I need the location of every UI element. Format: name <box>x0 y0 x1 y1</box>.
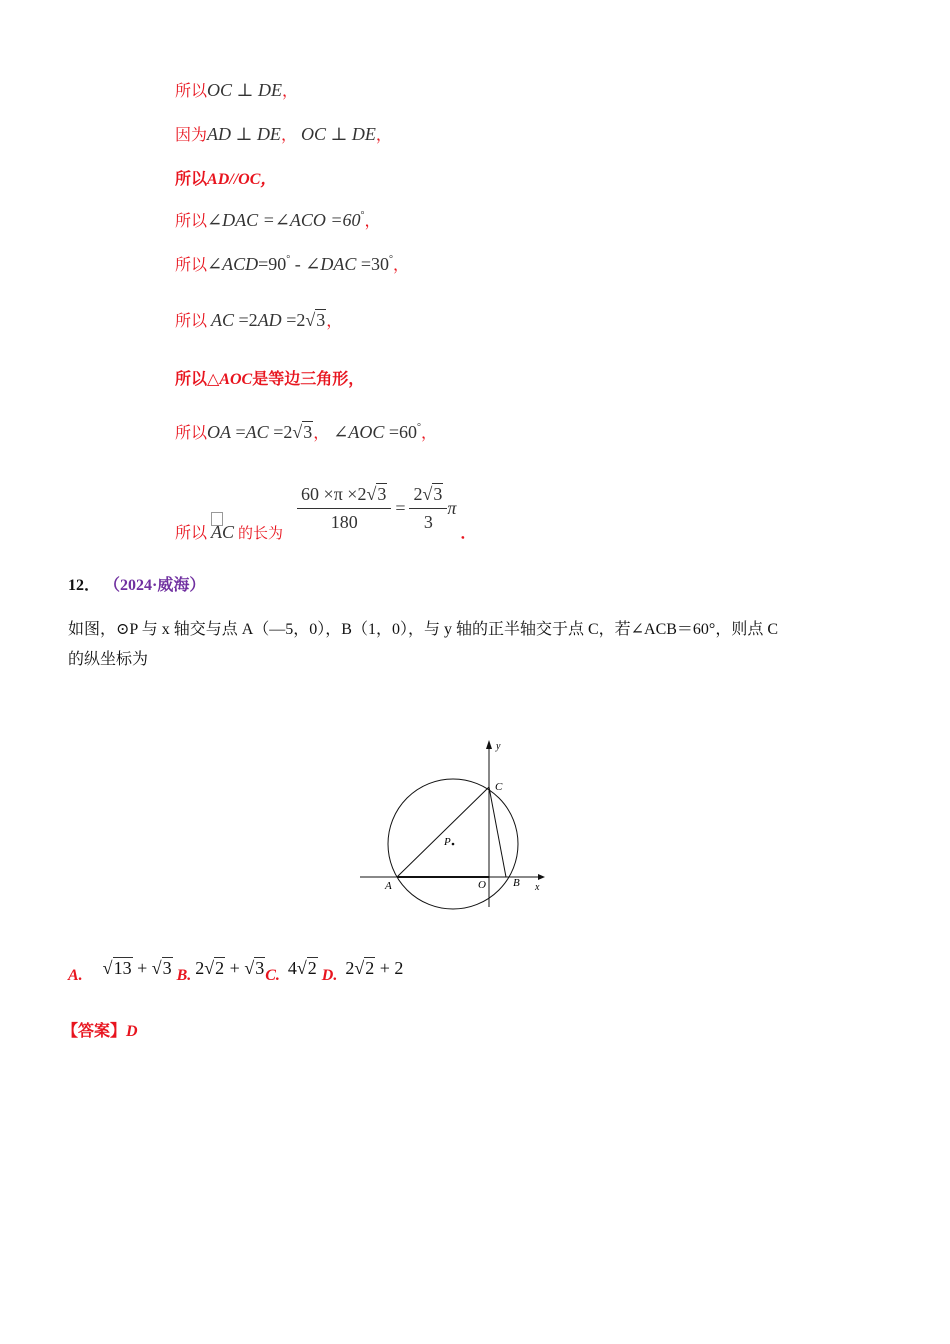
arc-label <box>211 522 234 543</box>
math-expr: AC <box>211 310 235 330</box>
line-prefix: 所以 <box>175 213 208 230</box>
coefficient: 4 <box>287 958 297 978</box>
math-expr: =2 <box>268 422 293 442</box>
x-axis-arrow-icon <box>538 874 545 880</box>
degree-sign: ° <box>389 254 394 265</box>
solution-line-7 <box>175 366 364 389</box>
option-d-expr <box>345 958 403 978</box>
answer-value: D <box>126 1023 138 1040</box>
line-punct: ， <box>421 425 438 442</box>
option-c-expr <box>288 958 318 978</box>
label-x: x <box>535 882 540 893</box>
line-prefix: 所以 <box>175 83 208 100</box>
radicand: 3 <box>162 958 172 978</box>
sqrt-expr: √3 <box>292 422 313 442</box>
line-punct: ， <box>364 213 381 230</box>
solution-line-2 <box>175 122 392 145</box>
option-d-letter: D. <box>321 967 338 984</box>
sqrt-expr: √3 <box>151 958 172 978</box>
minus-sign: - <box>290 254 306 274</box>
sqrt-expr: √3 <box>366 484 387 504</box>
label-c: C <box>495 781 503 793</box>
radicand: 13 <box>113 958 132 978</box>
plus-sign: + <box>379 958 390 978</box>
math-expr: OC ⊥ DE <box>300 124 376 144</box>
equals-sign: = <box>395 498 406 518</box>
label-a: A <box>385 880 392 892</box>
question-header <box>68 572 205 595</box>
coefficient: 2 <box>195 958 205 978</box>
math-expr: = <box>231 422 246 442</box>
sqrt-expr: √13 <box>102 958 132 978</box>
solution-line-5 <box>175 252 409 275</box>
math-expr: OA <box>207 422 232 442</box>
radicand: 3 <box>316 310 326 330</box>
label-p: P <box>444 836 451 848</box>
radicand: 3 <box>433 484 443 504</box>
triangle-name: AOC <box>219 371 253 388</box>
segment-cb <box>489 787 506 877</box>
line-prefix: 所以 <box>175 425 208 442</box>
math-expr: =60 <box>384 422 417 442</box>
math-expr: =90 <box>258 254 287 274</box>
line-punct: ， <box>280 127 297 144</box>
line-punct: ， <box>393 257 410 274</box>
math-expr: AC <box>245 422 269 442</box>
radicand: 2 <box>215 958 225 978</box>
sqrt-expr: √3 <box>422 484 443 504</box>
line-bold-text: AD//OC， <box>207 171 277 188</box>
line-text: 的长为 <box>238 526 284 543</box>
option-b-letter: B. <box>176 967 192 984</box>
math-expr: =2 <box>281 310 306 330</box>
question-number: 12 <box>68 577 84 594</box>
sqrt-expr: √2 <box>354 958 375 978</box>
math-expr: ∠DAC <box>305 254 357 274</box>
degree-sign: ° <box>417 422 421 433</box>
numerator-text: 60 ×π ×2 <box>301 484 367 504</box>
plus-sign: + <box>229 958 240 978</box>
line-prefix: 所以 <box>175 257 208 274</box>
fraction-numerator <box>409 484 447 509</box>
line-prefix: 因为 <box>175 127 208 144</box>
line-punct: ， <box>375 127 392 144</box>
segment-ac <box>397 787 489 877</box>
solution-line-9 <box>175 484 476 543</box>
plus-sign: + <box>137 958 148 978</box>
solution-line-1 <box>175 78 298 101</box>
option-d-number: 2 <box>394 958 404 978</box>
option-b-expr <box>195 958 265 978</box>
solution-line-3 <box>175 166 276 189</box>
line-punct: ， <box>313 425 330 442</box>
question-source: （2024·威海） <box>104 577 206 594</box>
math-expr: AD ⊥ DE <box>207 124 281 144</box>
answer-label: 【答案】 <box>62 1023 127 1040</box>
solution-line-4 <box>175 208 381 231</box>
label-b: B <box>513 877 520 889</box>
sqrt-expr: √2 <box>204 958 225 978</box>
math-expr: =2 <box>234 310 258 330</box>
arc-name: AC <box>211 522 235 543</box>
options-row <box>68 958 403 985</box>
radicand: 2 <box>365 958 375 978</box>
solution-line-6 <box>175 308 342 331</box>
center-point <box>452 843 455 846</box>
line-punct: ， <box>326 313 343 330</box>
line-prefix: 所以△ <box>175 371 220 388</box>
sqrt-expr: √3 <box>244 958 265 978</box>
sqrt-expr: √2 <box>296 958 317 978</box>
radicand: 3 <box>255 958 265 978</box>
option-a-expr <box>103 958 173 978</box>
answer-line <box>62 1018 138 1041</box>
pi-symbol: π <box>447 498 457 518</box>
geometry-figure <box>355 735 555 915</box>
line-prefix: 所以 <box>175 525 208 543</box>
solution-line-8 <box>175 420 437 443</box>
fraction-denominator: 3 <box>423 512 433 532</box>
math-expr: ∠AOC <box>333 422 385 442</box>
line-punct: ． <box>460 525 477 543</box>
line-prefix: 所以 <box>175 313 208 330</box>
math-expr: OC ⊥ DE <box>207 80 282 100</box>
line-text: 是等边三角形， <box>252 371 365 388</box>
option-a-letter: A. <box>68 967 83 984</box>
question-dot: ． <box>84 577 101 594</box>
line-punct: ， <box>281 83 298 100</box>
coefficient: 2 <box>345 958 355 978</box>
sqrt-expr: √3 <box>305 310 326 330</box>
fraction-arc-length <box>297 484 391 533</box>
degree-sign: ° <box>360 210 365 221</box>
option-c-letter: C. <box>265 967 280 984</box>
math-expr: ∠ACD <box>207 254 259 274</box>
fraction-numerator <box>297 484 391 509</box>
label-y: y <box>496 741 501 752</box>
question-text-line-2: 的纵坐标为 <box>68 651 149 668</box>
numerator-text: 2 <box>413 484 423 504</box>
label-o: O <box>478 879 486 891</box>
radicand: 3 <box>377 484 387 504</box>
fraction-denominator: 180 <box>330 512 358 532</box>
line-prefix: 所以 <box>175 171 208 188</box>
math-expr: AD <box>257 310 282 330</box>
math-expr: ∠DAC =∠ACO =60 <box>207 210 361 230</box>
arc-symbol-icon <box>211 512 223 526</box>
y-axis-arrow-icon <box>486 740 492 749</box>
degree-sign: ° <box>286 254 291 265</box>
math-expr: =30 <box>356 254 390 274</box>
radicand: 2 <box>307 958 317 978</box>
radicand: 3 <box>303 422 313 442</box>
fraction-result <box>409 484 447 533</box>
question-text-line-1: 如图，⊙P 与 x 轴交与点 A（—5，0），B（1，0），与 y 轴的正半轴交于点 C，若∠ACB＝60°，则点 C <box>68 621 778 638</box>
